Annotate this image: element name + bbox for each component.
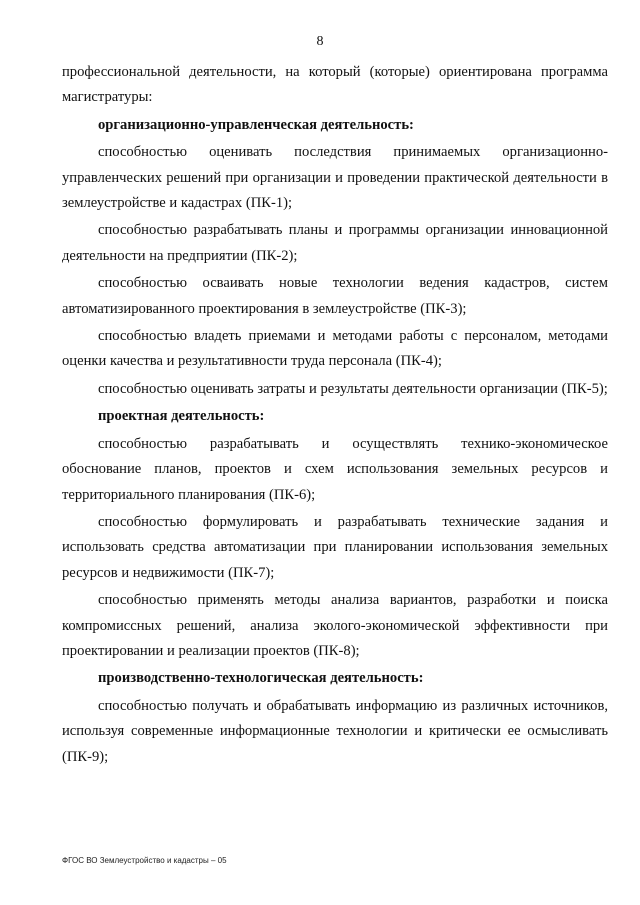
section-heading-organizational: организационно-управленческая деятельность: [98, 116, 414, 133]
competence-pk-1: способностью оценивать последствия принимаемых организационно-управленческих решений при организации и проведении практической деятельности в землеустройстве и кадастрах (ПК-1); [62, 144, 608, 212]
page-footer: ФГОС ВО Землеустройство и кадастры – 05 [62, 856, 227, 865]
intro-paragraph: профессиональной деятельности, на который (которые) ориентирована программа магистратуры: [62, 64, 608, 106]
section-heading-production: производственно-технологическая деятельность: [98, 670, 424, 687]
competence-pk-2: способностью разрабатывать планы и программы организации инновационной деятельности на предприятии (ПК-2); [62, 222, 608, 264]
page-number: 8 [316, 34, 324, 49]
document-body [62, 60, 608, 772]
competence-pk-5: способностью оценивать затраты и результаты деятельности организации (ПК-5); [98, 380, 608, 397]
competence-pk-8: способностью применять методы анализа вариантов, разработки и поиска компромиссных решений, анализа эколого-экономической эффективности при проектировании и реализации проектов (ПК-8); [62, 592, 608, 659]
competence-pk-3: способностью осваивать новые технологии ведения кадастров, систем автоматизированного проектирования в землеустройстве (ПК-3); [62, 275, 608, 317]
competence-pk-7: способностью формулировать и разрабатывать технические задания и использовать средства автоматизации при планировании использования земельных ресурсов и недвижимости (ПК-7); [62, 513, 608, 581]
section-heading-project: проектная деятельность: [98, 408, 265, 425]
competence-pk-9: способностью получать и обрабатывать информацию из различных источников, используя современные информационные технологии и критически ее осмысливать (ПК-9); [62, 697, 608, 765]
competence-pk-6: способностью разрабатывать и осуществлять технико-экономическое обоснование планов, проектов и схем использования земельных ресурсов и территориального планирования (ПК-6); [62, 435, 608, 503]
competence-pk-4: способностью владеть приемами и методами работы с персоналом, методами оценки качества и результативности труда персонала (ПК-4); [62, 328, 608, 370]
